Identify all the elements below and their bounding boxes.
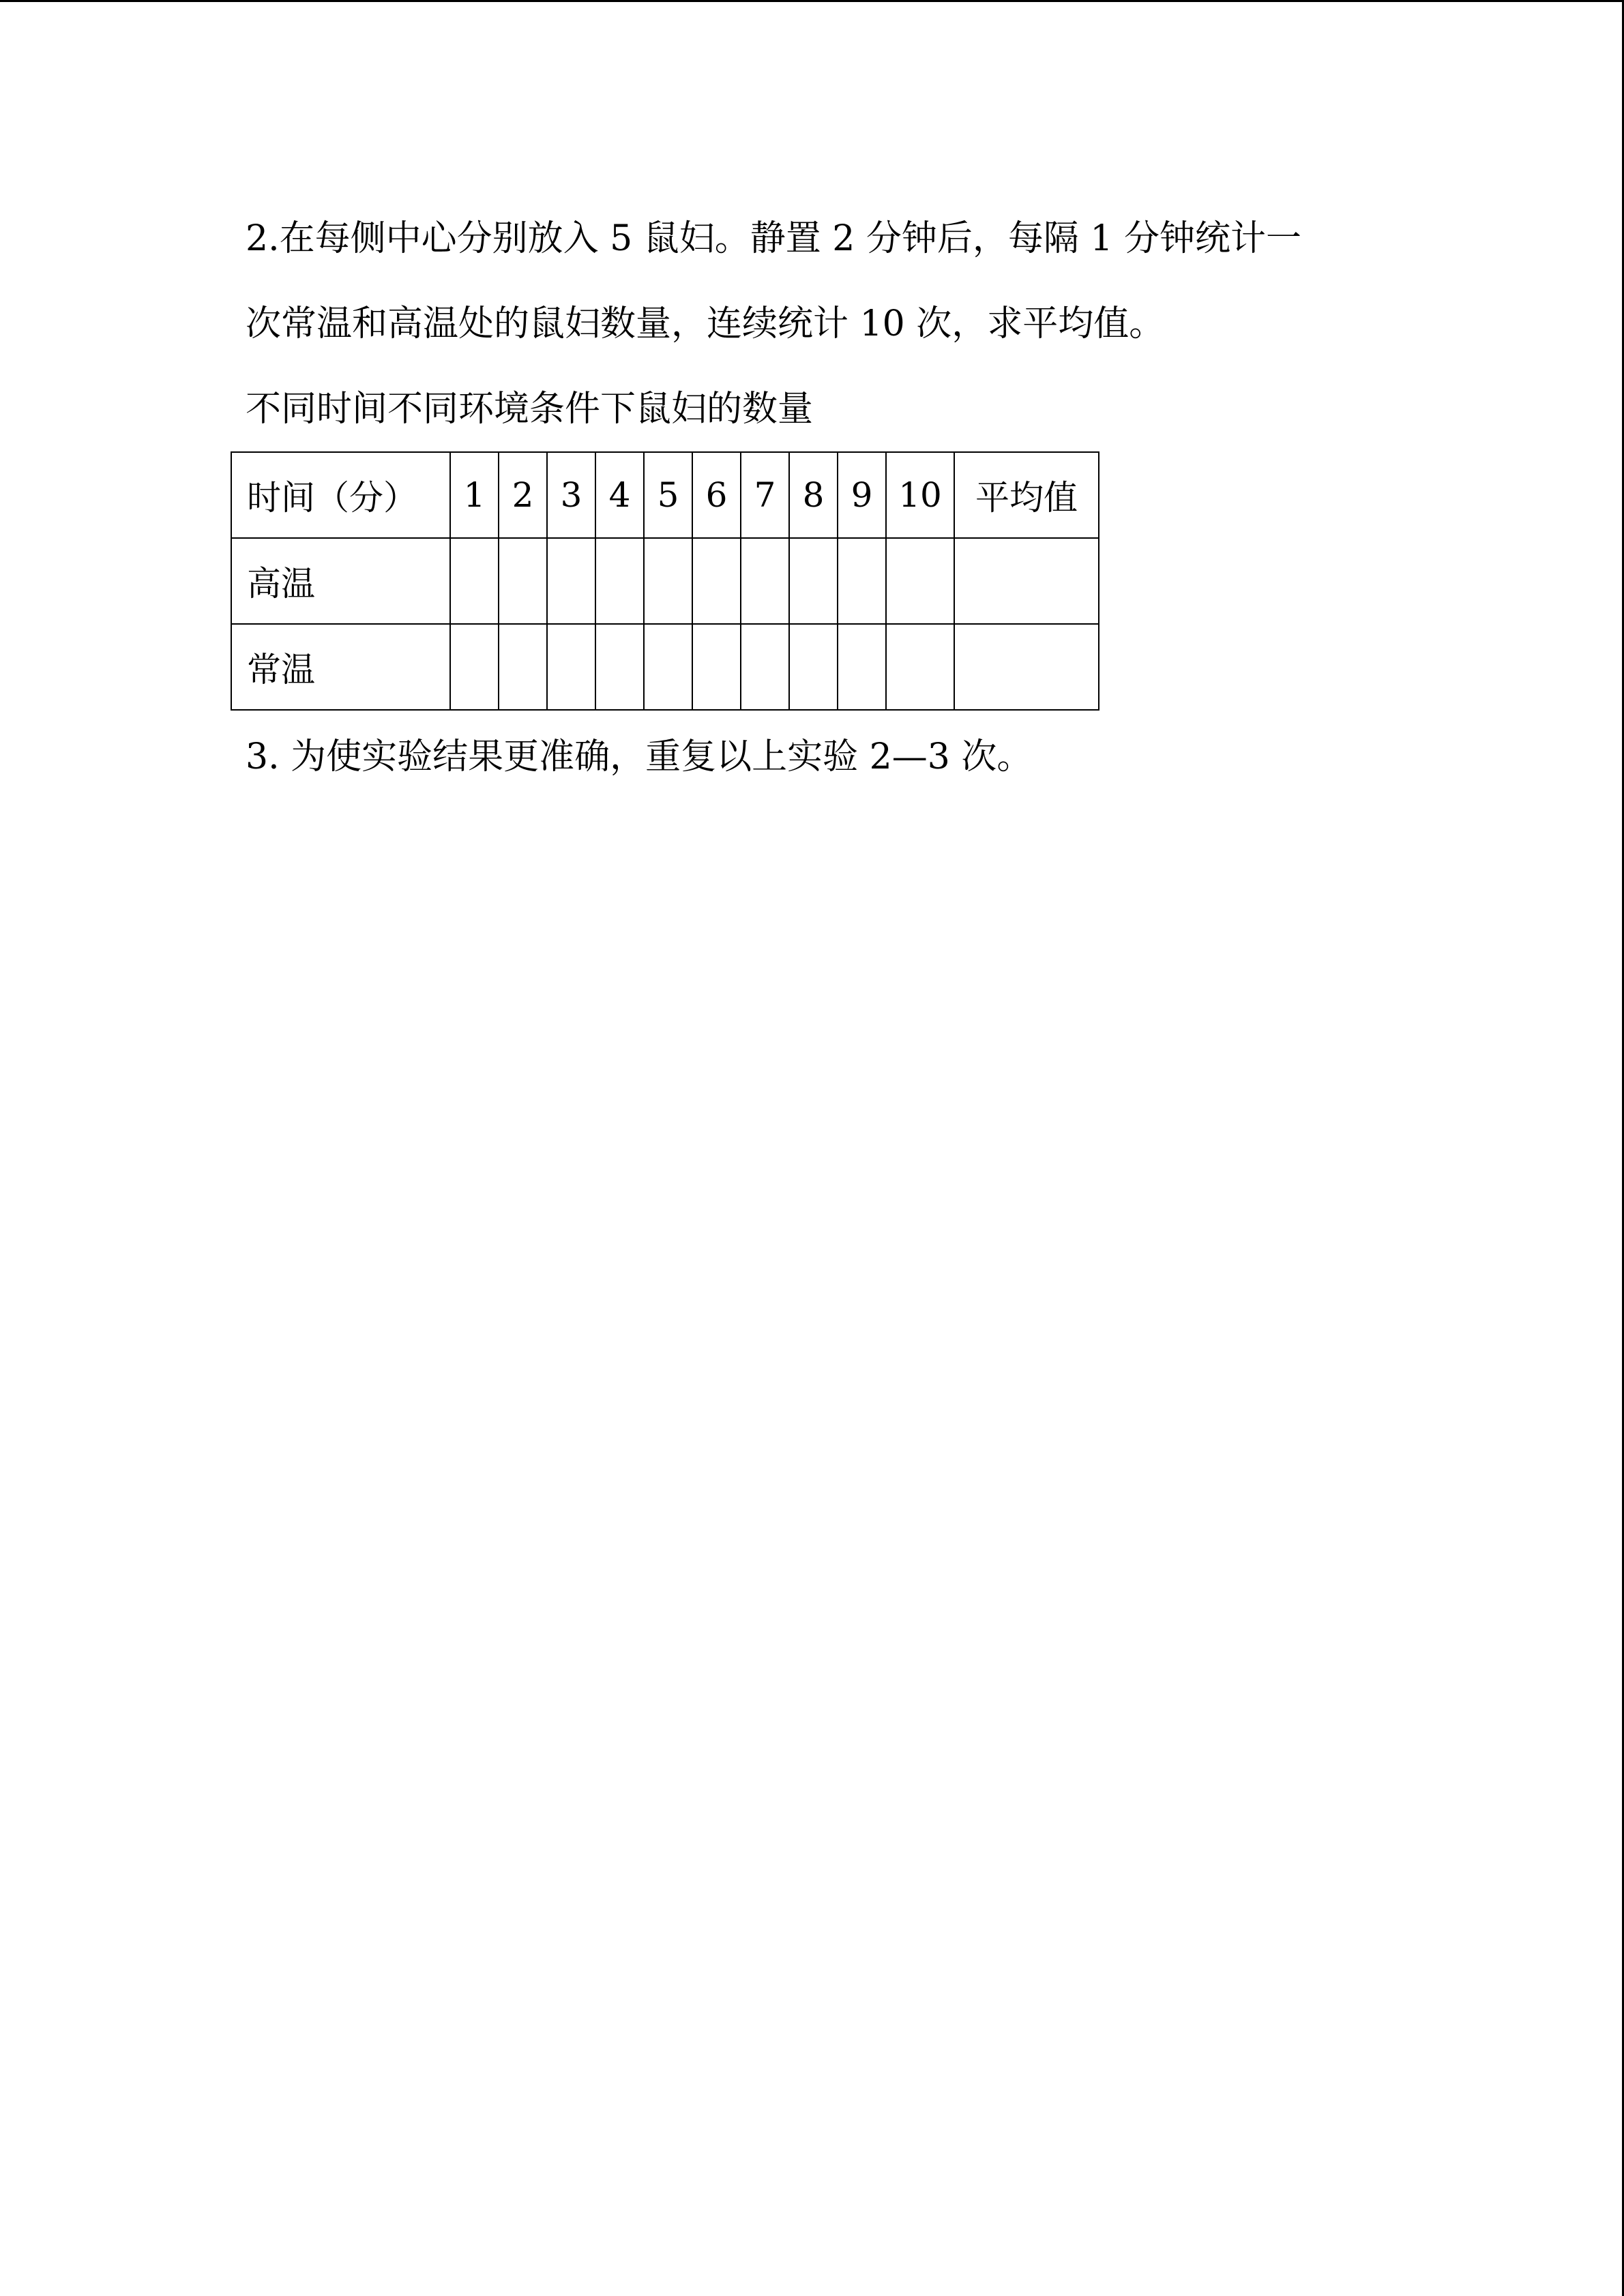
header-minute-cell: 5 (644, 452, 692, 538)
step3-text: 3. 为使实验结果更准确，重复以上实验 2—3 次。 (246, 736, 1033, 777)
table-row-high-temp (231, 538, 1099, 624)
header-average-cell: 平均值 (954, 452, 1099, 538)
header-minute-cell: 8 (789, 452, 838, 538)
header-minute-cell: 1 (450, 452, 499, 538)
data-cell (547, 538, 595, 624)
data-cell (886, 538, 954, 624)
data-cell (595, 624, 644, 710)
header-minute-cell: 7 (741, 452, 789, 538)
data-cell (644, 538, 692, 624)
data-cell (692, 538, 741, 624)
data-cell (450, 538, 499, 624)
data-cell (692, 624, 741, 710)
header-minute-cell: 10 (886, 452, 954, 538)
data-cell (499, 624, 547, 710)
header-minute-cell: 9 (838, 452, 886, 538)
data-cell (450, 624, 499, 710)
data-cell (789, 624, 838, 710)
header-minute-cell: 6 (692, 452, 741, 538)
data-cell (644, 624, 692, 710)
step2-text-line1: 2.在每侧中心分别放入 5 鼠妇。静置 2 分钟后，每隔 1 分钟统计一 (246, 218, 1302, 259)
table-header-row (231, 452, 1099, 538)
data-cell (886, 624, 954, 710)
table-row-room-temp (231, 624, 1099, 710)
header-time-cell: 时间（分） (231, 452, 450, 538)
woodlouse-count-table (231, 451, 1099, 711)
page-border-top (0, 0, 1624, 2)
data-cell (595, 538, 644, 624)
data-cell (499, 538, 547, 624)
data-cell (741, 624, 789, 710)
data-cell (838, 538, 886, 624)
data-cell (838, 624, 886, 710)
average-cell (954, 624, 1099, 710)
header-minute-cell: 3 (547, 452, 595, 538)
data-cell (789, 538, 838, 624)
table-caption: 不同时间不同环境条件下鼠妇的数量 (246, 389, 814, 430)
step2-text-line2: 次常温和高温处的鼠妇数量，连续统计 10 次，求平均值。 (246, 303, 1165, 344)
row-label-room-temp: 常温 (231, 624, 450, 710)
row-label-high-temp: 高温 (231, 538, 450, 624)
average-cell (954, 538, 1099, 624)
data-cell (547, 624, 595, 710)
header-minute-cell: 2 (499, 452, 547, 538)
header-minute-cell: 4 (595, 452, 644, 538)
data-cell (741, 538, 789, 624)
